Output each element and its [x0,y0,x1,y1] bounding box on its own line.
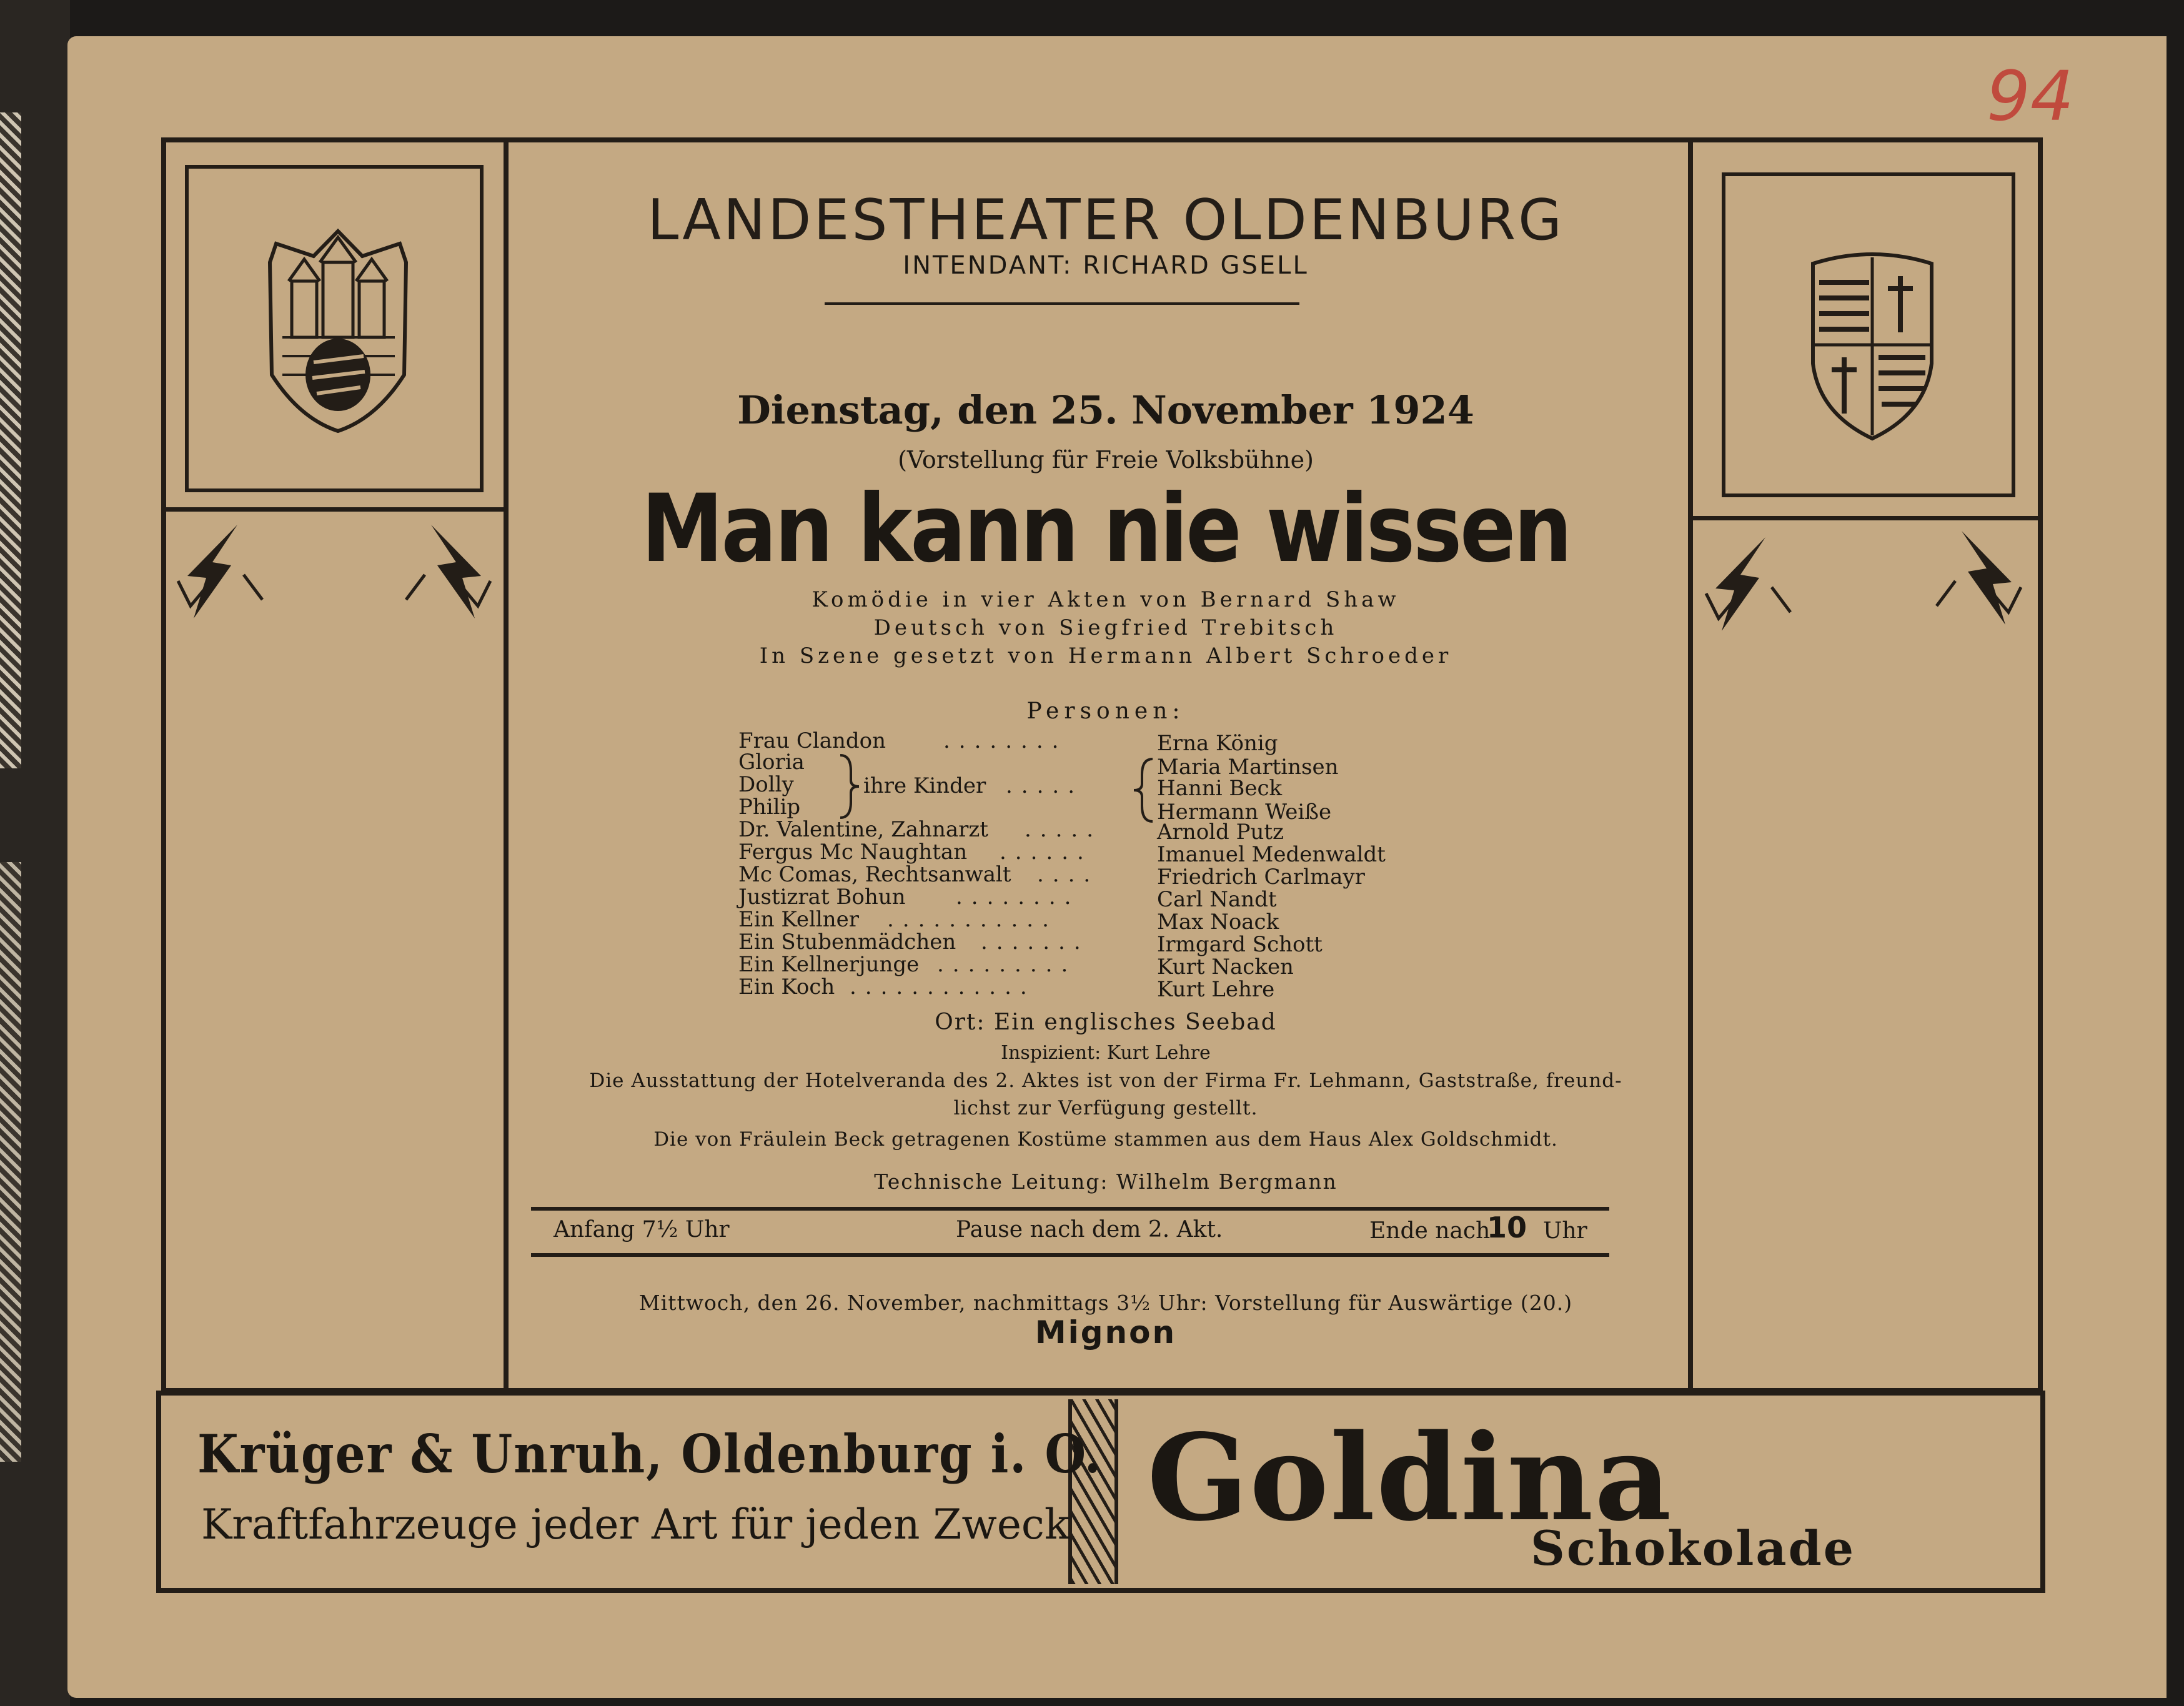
costume-note: Die von Fräulein Beck getragenen Kostüme stammen aus dem Haus Alex Goldschmidt. [653,1128,1558,1151]
spine-pattern-lower [0,862,21,1462]
cast-role: Dolly [738,772,794,797]
oldenburg-castle-crest-icon [189,169,487,496]
cast-leader-dots: ......... [937,952,1077,977]
right-emblem-box [1722,172,2015,497]
intermission-note: Pause nach dem 2. Akt. [956,1217,1223,1242]
left-column-divider [161,507,509,512]
inspizient-line: Inspizient: Kurt Lehre [1001,1042,1211,1064]
cast-role: Ein Stubenmädchen [738,930,956,955]
cast-actor: Arnold Putz [1157,820,1284,845]
cast-actor: Carl Nandt [1157,887,1277,912]
cast-role: Philip [738,795,801,820]
cast-actor: Kurt Nacken [1157,955,1294,979]
cast-role: Frau Clandon [738,728,886,753]
left-column-rule [504,137,509,1393]
end-time-suffix: Uhr [1543,1218,1587,1244]
right-brace-icon [1131,756,1156,825]
right-ad-product: Schokolade [1531,1520,1856,1576]
cast-role: Gloria [738,750,805,775]
performance-note: (Vorstellung für Freie Volksbühne) [898,446,1314,474]
left-brace-icon [837,752,862,821]
persons-heading: Personen: [1026,698,1185,724]
lightning-bolt-icon [400,518,500,625]
lightning-bolt-icon [1697,531,1797,637]
cast-actor: Imanuel Medenwaldt [1157,842,1386,867]
performance-date: Dienstag, den 25. November 1924 [737,387,1474,433]
cast-leader-dots: ............ [850,975,1036,999]
cast-leader-dots: ...... [1000,840,1093,865]
page-number: 94 [1987,56,2074,136]
spine-pattern [0,112,21,768]
lightning-bolt-icon [1930,525,2030,631]
technical-director: Technische Leitung: Wilhelm Bergmann [874,1169,1338,1194]
subtitle-line-2: Deutsch von Siegfried Trebitsch [873,615,1338,640]
cast-leader-dots: ..... [1006,773,1084,798]
right-column-divider [1688,516,2043,520]
intendant-line: INTENDANT: RICHARD GSELL [903,251,1309,280]
cast-role: Mc Comas, Rechtsanwalt [738,862,1011,887]
cast-role: Fergus Mc Naughtan [738,840,968,865]
cast-actor: Kurt Lehre [1157,977,1275,1002]
next-performance: Mittwoch, den 26. November, nachmittags 3½ Uhr: Vorstellung für Auswärtige (20.) [638,1291,1573,1315]
cast-leader-dots: ........ [956,885,1080,910]
cast-actor: Irmgard Schott [1157,932,1323,957]
subtitle-line-3: In Szene gesetzt von Hermann Albert Schroeder [759,643,1452,668]
end-time-prefix: Ende nach [1369,1218,1491,1244]
location-line: Ort: Ein englisches Seebad [935,1009,1277,1035]
next-opera-title: Mignon [1035,1314,1177,1351]
cast-actor: Friedrich Carlmayr [1157,865,1365,890]
furnishing-note-cont: lichst zur Verfügung gestellt. [953,1097,1258,1119]
left-ad-company: Krüger & Unruh, Oldenburg i. O. [197,1423,1102,1485]
theater-name: LANDESTHEATER OLDENBURG [647,187,1564,253]
time-bar-bottom-rule [531,1253,1609,1257]
cast-leader-dots: ........... [887,907,1058,932]
cast-leader-dots: ..... [1025,817,1103,842]
end-time-hour: 10 [1487,1211,1527,1244]
cast-role: Dr. Valentine, Zahnarzt [738,817,988,842]
left-ad-tagline: Kraftfahrzeuge jeder Art für jeden Zweck [201,1500,1070,1549]
play-title: Man kann nie wissen [641,475,1571,583]
header-rule [825,302,1299,305]
time-bar-top-rule [531,1207,1609,1211]
start-time: Anfang 7½ Uhr [553,1217,730,1242]
cast-actor: Hermann Weiße [1157,800,1332,825]
cast-role: Justizrat Bohun [738,885,906,910]
cast-leader-dots: ........ [943,728,1068,753]
furnishing-note: Die Ausstattung der Hotelveranda des 2. Aktes ist von der Firma Fr. Lehmann, Gaststraße, freund- [589,1069,1622,1092]
left-emblem-box [185,165,484,492]
cast-role: Ein Kellnerjunge [738,952,920,977]
children-label: ihre Kinder [863,773,986,798]
cast-actor: Maria Martinsen [1157,755,1339,780]
cast-actor: Erna König [1157,731,1278,756]
book-spine [0,0,70,1706]
lightning-bolt-icon [169,518,269,625]
cast-role: Ein Koch [738,975,835,999]
cast-actor: Max Noack [1157,910,1279,935]
cast-role: Ein Kellner [738,907,860,932]
subtitle-line-1: Komödie in vier Akten von Bernard Shaw [812,587,1400,612]
right-ad-brand: Goldina [1147,1408,1673,1547]
right-column-rule [1688,137,1693,1393]
cast-leader-dots: ....... [981,930,1090,955]
cast-actor: Hanni Beck [1157,776,1283,801]
cast-leader-dots: .... [1037,862,1099,887]
oldenburg-coat-of-arms-icon [1725,176,2019,501]
